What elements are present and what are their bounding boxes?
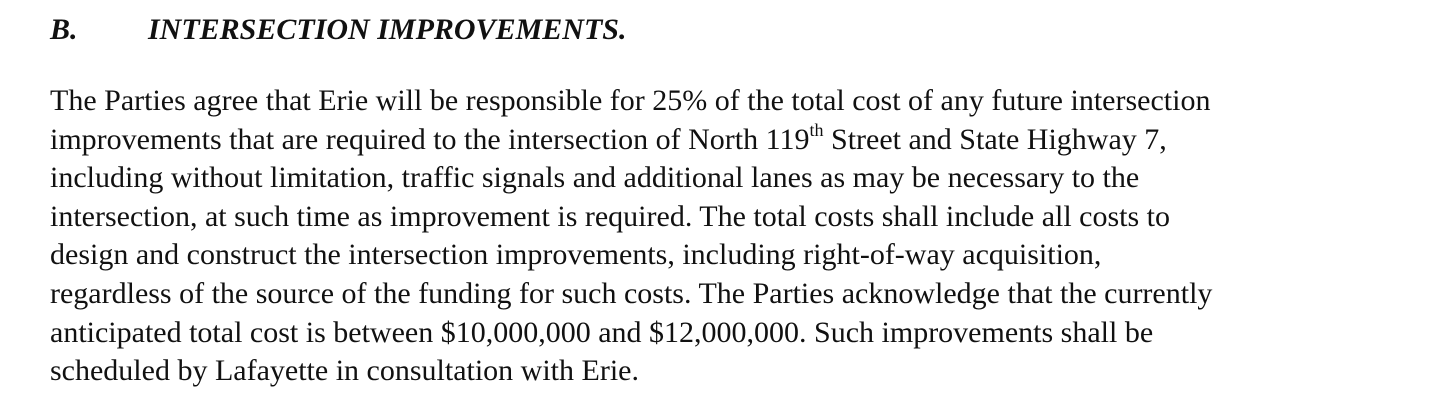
paragraph-line-2-start: improvements that are required to the intersection of North 119 bbox=[50, 122, 810, 156]
paragraph-line-2 bbox=[50, 121, 1430, 160]
paragraph-line-6: regardless of the source of the funding for such costs. The Parties acknowledge that the currently bbox=[50, 276, 1213, 310]
paragraph-line-8: scheduled by Lafayette in consultation with Erie. bbox=[50, 354, 639, 388]
paragraph-line-3: including without limitation, traffic signals and additional lanes as may be necessary to the bbox=[50, 161, 1140, 195]
section-heading bbox=[50, 10, 626, 50]
paragraph-line-1: The Parties agree that Erie will be responsible for 25% of the total cost of any future intersection bbox=[50, 84, 1211, 117]
paragraph-line-5: design and construct the intersection improvements, including right-of-way acquisition, bbox=[50, 238, 1102, 272]
paragraph-line-7: anticipated total cost is between $10,000,000 and $12,000,000. Such improvements shall be bbox=[50, 315, 1154, 349]
ordinal-suffix: th bbox=[809, 119, 824, 140]
section-letter: B. bbox=[50, 13, 78, 46]
section-title: INTERSECTION IMPROVEMENTS. bbox=[148, 13, 627, 46]
paragraph-line-2-end: Street and State Highway 7, bbox=[823, 122, 1167, 156]
paragraph-line-4: intersection, at such time as improvement is required. The total costs shall include all costs to bbox=[50, 199, 1171, 233]
body-paragraph bbox=[50, 82, 1430, 391]
